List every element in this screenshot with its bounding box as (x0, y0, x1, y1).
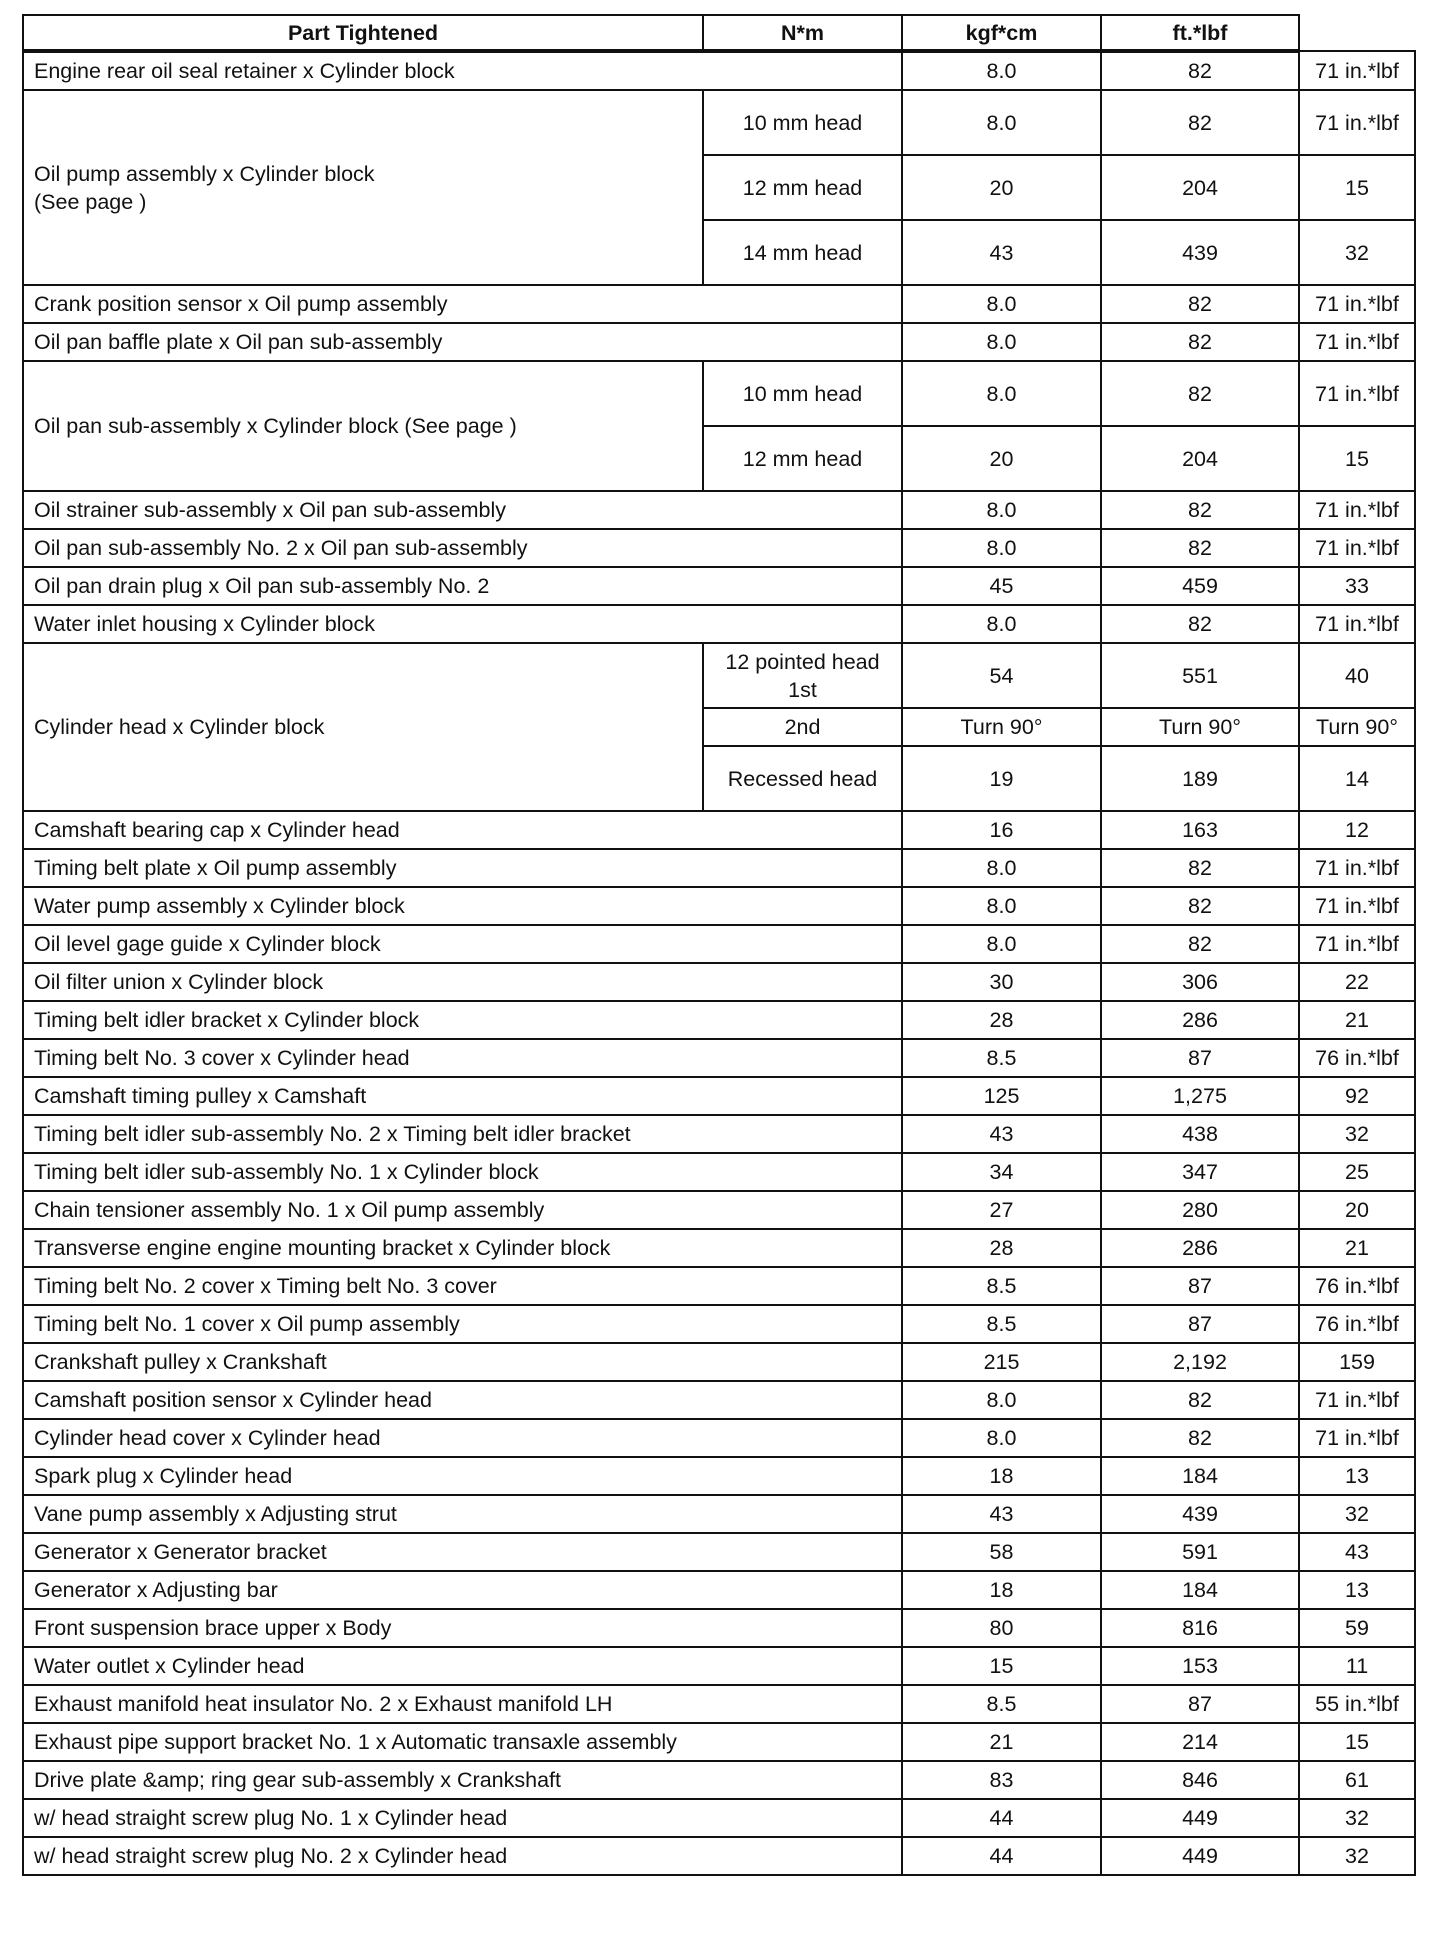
kgf-cm-cell: 214 (1101, 1723, 1299, 1761)
ft-lbf-cell: 76 in.*lbf (1299, 1039, 1415, 1077)
part-cell: Camshaft position sensor x Cylinder head (23, 1381, 902, 1419)
sub-condition-cell: Recessed head (703, 746, 902, 811)
part-cell: Engine rear oil seal retainer x Cylinder block (23, 51, 902, 90)
kgf-cm-cell: 184 (1101, 1571, 1299, 1609)
kgf-cm-cell: 82 (1101, 361, 1299, 426)
nm-cell: 43 (902, 1495, 1101, 1533)
nm-cell: 28 (902, 1229, 1101, 1267)
ft-lbf-cell: 22 (1299, 963, 1415, 1001)
part-cell: Water pump assembly x Cylinder block (23, 887, 902, 925)
nm-cell: 8.5 (902, 1305, 1101, 1343)
part-cell: Cylinder head cover x Cylinder head (23, 1419, 902, 1457)
nm-cell: 8.0 (902, 529, 1101, 567)
nm-cell: 30 (902, 963, 1101, 1001)
table-row (23, 925, 1415, 963)
nm-cell: 8.0 (902, 1381, 1101, 1419)
part-cell: Exhaust pipe support bracket No. 1 x Automatic transaxle assembly (23, 1723, 902, 1761)
nm-cell: 20 (902, 426, 1101, 491)
nm-cell: 8.5 (902, 1039, 1101, 1077)
kgf-cm-cell: 280 (1101, 1191, 1299, 1229)
ft-lbf-cell: 43 (1299, 1533, 1415, 1571)
ft-lbf-cell: 21 (1299, 1229, 1415, 1267)
part-cell: Exhaust manifold heat insulator No. 2 x Exhaust manifold LH (23, 1685, 902, 1723)
part-cell: Generator x Generator bracket (23, 1533, 902, 1571)
nm-cell: 80 (902, 1609, 1101, 1647)
kgf-cm-cell: 82 (1101, 605, 1299, 643)
part-cell: Oil pan sub-assembly No. 2 x Oil pan sub-assembly (23, 529, 902, 567)
ft-lbf-cell: 92 (1299, 1077, 1415, 1115)
table-row (23, 1039, 1415, 1077)
ft-lbf-cell: 40 (1299, 643, 1415, 708)
ft-lbf-cell: 71 in.*lbf (1299, 1381, 1415, 1419)
ft-lbf-cell: 14 (1299, 746, 1415, 811)
sub-condition-cell: 12 pointed head 1st (703, 643, 902, 708)
ft-lbf-cell: 71 in.*lbf (1299, 887, 1415, 925)
table-row (23, 1723, 1415, 1761)
nm-cell: 8.0 (902, 925, 1101, 963)
part-cell: Drive plate &amp; ring gear sub-assembly x Crankshaft (23, 1761, 902, 1799)
ft-lbf-cell: 71 in.*lbf (1299, 323, 1415, 361)
nm-cell: 19 (902, 746, 1101, 811)
sub-condition-cell: 14 mm head (703, 220, 902, 285)
kgf-cm-cell: 82 (1101, 887, 1299, 925)
part-cell: Crankshaft pulley x Crankshaft (23, 1343, 902, 1381)
sub-condition-cell: 2nd (703, 708, 902, 746)
nm-cell: 44 (902, 1799, 1101, 1837)
kgf-cm-cell: 1,275 (1101, 1077, 1299, 1115)
part-cell: Oil level gage guide x Cylinder block (23, 925, 902, 963)
kgf-cm-cell: 438 (1101, 1115, 1299, 1153)
table-row (23, 1685, 1415, 1723)
ft-lbf-cell: 71 in.*lbf (1299, 925, 1415, 963)
table-row (23, 1761, 1415, 1799)
part-cell: Timing belt idler sub-assembly No. 1 x Cylinder block (23, 1153, 902, 1191)
nm-cell: 8.0 (902, 849, 1101, 887)
ft-lbf-cell: 32 (1299, 1799, 1415, 1837)
kgf-cm-cell: 82 (1101, 1419, 1299, 1457)
sub-condition-cell: 10 mm head (703, 90, 902, 155)
table-row (23, 643, 1415, 708)
kgf-cm-cell: 87 (1101, 1267, 1299, 1305)
kgf-cm-cell: 82 (1101, 529, 1299, 567)
ft-lbf-cell: 11 (1299, 1647, 1415, 1685)
kgf-cm-cell: 306 (1101, 963, 1299, 1001)
table-row (23, 323, 1415, 361)
table-row (23, 361, 1415, 426)
part-cell: Oil pan baffle plate x Oil pan sub-assembly (23, 323, 902, 361)
part-cell: Oil pan drain plug x Oil pan sub-assembly No. 2 (23, 567, 902, 605)
table-row (23, 849, 1415, 887)
kgf-cm-cell: 163 (1101, 811, 1299, 849)
nm-cell: 15 (902, 1647, 1101, 1685)
nm-cell: 8.0 (902, 605, 1101, 643)
part-cell: w/ head straight screw plug No. 1 x Cylinder head (23, 1799, 902, 1837)
nm-cell: 18 (902, 1457, 1101, 1495)
table-row (23, 1343, 1415, 1381)
sub-condition-cell: 12 mm head (703, 426, 902, 491)
part-cell: Water outlet x Cylinder head (23, 1647, 902, 1685)
kgf-cm-cell: 439 (1101, 1495, 1299, 1533)
table-row (23, 90, 1415, 155)
nm-cell: 18 (902, 1571, 1101, 1609)
kgf-cm-cell: 459 (1101, 567, 1299, 605)
table-row (23, 1419, 1415, 1457)
header-nm: N*m (703, 15, 902, 51)
kgf-cm-cell: 87 (1101, 1685, 1299, 1723)
part-cell: Vane pump assembly x Adjusting strut (23, 1495, 902, 1533)
table-row (23, 1153, 1415, 1191)
ft-lbf-cell: 71 in.*lbf (1299, 90, 1415, 155)
kgf-cm-cell: 347 (1101, 1153, 1299, 1191)
kgf-cm-cell: 204 (1101, 426, 1299, 491)
nm-cell: 43 (902, 220, 1101, 285)
ft-lbf-cell: 76 in.*lbf (1299, 1305, 1415, 1343)
kgf-cm-cell: 82 (1101, 323, 1299, 361)
table-row (23, 1267, 1415, 1305)
ft-lbf-cell: 76 in.*lbf (1299, 1267, 1415, 1305)
part-cell: Generator x Adjusting bar (23, 1571, 902, 1609)
ft-lbf-cell: 71 in.*lbf (1299, 529, 1415, 567)
table-row (23, 1533, 1415, 1571)
table-row (23, 1077, 1415, 1115)
table-row (23, 1229, 1415, 1267)
table-row (23, 1647, 1415, 1685)
nm-cell: 8.5 (902, 1267, 1101, 1305)
part-cell: Oil pan sub-assembly x Cylinder block (See page ) (23, 361, 703, 491)
kgf-cm-cell: 449 (1101, 1837, 1299, 1875)
part-cell: Spark plug x Cylinder head (23, 1457, 902, 1495)
header-part-tightened: Part Tightened (23, 15, 703, 51)
table-row (23, 529, 1415, 567)
kgf-cm-cell: 449 (1101, 1799, 1299, 1837)
ft-lbf-cell: 55 in.*lbf (1299, 1685, 1415, 1723)
ft-lbf-cell: 71 in.*lbf (1299, 361, 1415, 426)
nm-cell: 28 (902, 1001, 1101, 1039)
table-row (23, 963, 1415, 1001)
part-cell: Camshaft bearing cap x Cylinder head (23, 811, 902, 849)
part-cell: Front suspension brace upper x Body (23, 1609, 902, 1647)
nm-cell: 8.0 (902, 491, 1101, 529)
part-text: Oil pump assembly x Cylinder block (34, 161, 375, 186)
ft-lbf-cell: 13 (1299, 1457, 1415, 1495)
ft-lbf-cell: 21 (1299, 1001, 1415, 1039)
ft-lbf-cell: 15 (1299, 155, 1415, 220)
part-cell: Timing belt idler bracket x Cylinder block (23, 1001, 902, 1039)
kgf-cm-cell: 846 (1101, 1761, 1299, 1799)
ft-lbf-cell: 59 (1299, 1609, 1415, 1647)
nm-cell: 34 (902, 1153, 1101, 1191)
kgf-cm-cell: 82 (1101, 90, 1299, 155)
nm-cell: 83 (902, 1761, 1101, 1799)
table-row (23, 1495, 1415, 1533)
part-cell: Timing belt plate x Oil pump assembly (23, 849, 902, 887)
nm-cell: 8.5 (902, 1685, 1101, 1723)
kgf-cm-cell: 87 (1101, 1305, 1299, 1343)
ft-lbf-cell: 20 (1299, 1191, 1415, 1229)
ft-lbf-cell: 71 in.*lbf (1299, 849, 1415, 887)
nm-cell: 8.0 (902, 887, 1101, 925)
part-cell: Crank position sensor x Oil pump assembly (23, 285, 902, 323)
part-note: (See page ) (34, 189, 147, 214)
ft-lbf-cell: 32 (1299, 220, 1415, 285)
part-cell: Camshaft timing pulley x Camshaft (23, 1077, 902, 1115)
nm-cell: 8.0 (902, 1419, 1101, 1457)
part-cell: Oil filter union x Cylinder block (23, 963, 902, 1001)
nm-cell: 215 (902, 1343, 1101, 1381)
kgf-cm-cell: 82 (1101, 1381, 1299, 1419)
kgf-cm-cell: 153 (1101, 1647, 1299, 1685)
table-row (23, 605, 1415, 643)
kgf-cm-cell: 87 (1101, 1039, 1299, 1077)
table-row (23, 1609, 1415, 1647)
ft-lbf-cell: 71 in.*lbf (1299, 51, 1415, 90)
kgf-cm-cell: 82 (1101, 285, 1299, 323)
table-row (23, 811, 1415, 849)
table-row (23, 1457, 1415, 1495)
table-row (23, 887, 1415, 925)
kgf-cm-cell: 286 (1101, 1229, 1299, 1267)
ft-lbf-cell: 32 (1299, 1495, 1415, 1533)
header-row (23, 15, 1415, 51)
ft-lbf-cell: 25 (1299, 1153, 1415, 1191)
kgf-cm-cell: 184 (1101, 1457, 1299, 1495)
nm-cell: 45 (902, 567, 1101, 605)
kgf-cm-cell: 2,192 (1101, 1343, 1299, 1381)
table-row (23, 1837, 1415, 1875)
ft-lbf-cell: 33 (1299, 567, 1415, 605)
ft-lbf-cell: 15 (1299, 426, 1415, 491)
kgf-cm-cell: Turn 90° (1101, 708, 1299, 746)
part-cell (23, 90, 703, 285)
nm-cell: 125 (902, 1077, 1101, 1115)
ft-lbf-cell: 32 (1299, 1115, 1415, 1153)
part-cell: Timing belt No. 2 cover x Timing belt No. 3 cover (23, 1267, 902, 1305)
part-cell: Chain tensioner assembly No. 1 x Oil pump assembly (23, 1191, 902, 1229)
nm-cell: 43 (902, 1115, 1101, 1153)
kgf-cm-cell: 204 (1101, 155, 1299, 220)
ft-lbf-cell: 13 (1299, 1571, 1415, 1609)
kgf-cm-cell: 82 (1101, 925, 1299, 963)
nm-cell: 20 (902, 155, 1101, 220)
table-row (23, 1115, 1415, 1153)
ft-lbf-cell: Turn 90° (1299, 708, 1415, 746)
nm-cell: 16 (902, 811, 1101, 849)
part-cell: Water inlet housing x Cylinder block (23, 605, 902, 643)
kgf-cm-cell: 591 (1101, 1533, 1299, 1571)
header-ft-lbf: ft.*lbf (1101, 15, 1299, 51)
ft-lbf-cell: 32 (1299, 1837, 1415, 1875)
nm-cell: 8.0 (902, 90, 1101, 155)
ft-lbf-cell: 71 in.*lbf (1299, 285, 1415, 323)
table-row (23, 1571, 1415, 1609)
ft-lbf-cell: 71 in.*lbf (1299, 605, 1415, 643)
table-body (23, 51, 1415, 1875)
nm-cell: Turn 90° (902, 708, 1101, 746)
header-kgf-cm: kgf*cm (902, 15, 1101, 51)
part-cell: Cylinder head x Cylinder block (23, 643, 703, 811)
table-row (23, 285, 1415, 323)
sub-condition-cell: 12 mm head (703, 155, 902, 220)
ft-lbf-cell: 61 (1299, 1761, 1415, 1799)
kgf-cm-cell: 439 (1101, 220, 1299, 285)
part-cell: Timing belt No. 1 cover x Oil pump assembly (23, 1305, 902, 1343)
ft-lbf-cell: 71 in.*lbf (1299, 491, 1415, 529)
kgf-cm-cell: 286 (1101, 1001, 1299, 1039)
part-cell: Transverse engine engine mounting bracket x Cylinder block (23, 1229, 902, 1267)
nm-cell: 54 (902, 643, 1101, 708)
nm-cell: 58 (902, 1533, 1101, 1571)
table-row (23, 1381, 1415, 1419)
part-cell: Timing belt No. 3 cover x Cylinder head (23, 1039, 902, 1077)
ft-lbf-cell: 15 (1299, 1723, 1415, 1761)
nm-cell: 8.0 (902, 361, 1101, 426)
table-row (23, 1191, 1415, 1229)
kgf-cm-cell: 551 (1101, 643, 1299, 708)
part-cell: Timing belt idler sub-assembly No. 2 x Timing belt idler bracket (23, 1115, 902, 1153)
torque-spec-table (22, 14, 1416, 1876)
ft-lbf-cell: 71 in.*lbf (1299, 1419, 1415, 1457)
table-row (23, 1305, 1415, 1343)
ft-lbf-cell: 159 (1299, 1343, 1415, 1381)
table-row (23, 491, 1415, 529)
table-row (23, 51, 1415, 90)
nm-cell: 8.0 (902, 285, 1101, 323)
nm-cell: 44 (902, 1837, 1101, 1875)
table-row (23, 1799, 1415, 1837)
part-cell: w/ head straight screw plug No. 2 x Cylinder head (23, 1837, 902, 1875)
kgf-cm-cell: 189 (1101, 746, 1299, 811)
nm-cell: 8.0 (902, 51, 1101, 90)
sub-condition-cell: 10 mm head (703, 361, 902, 426)
kgf-cm-cell: 82 (1101, 849, 1299, 887)
table-row (23, 567, 1415, 605)
nm-cell: 21 (902, 1723, 1101, 1761)
kgf-cm-cell: 816 (1101, 1609, 1299, 1647)
ft-lbf-cell: 12 (1299, 811, 1415, 849)
table-row (23, 1001, 1415, 1039)
kgf-cm-cell: 82 (1101, 491, 1299, 529)
nm-cell: 8.0 (902, 323, 1101, 361)
nm-cell: 27 (902, 1191, 1101, 1229)
kgf-cm-cell: 82 (1101, 51, 1299, 90)
part-cell: Oil strainer sub-assembly x Oil pan sub-assembly (23, 491, 902, 529)
